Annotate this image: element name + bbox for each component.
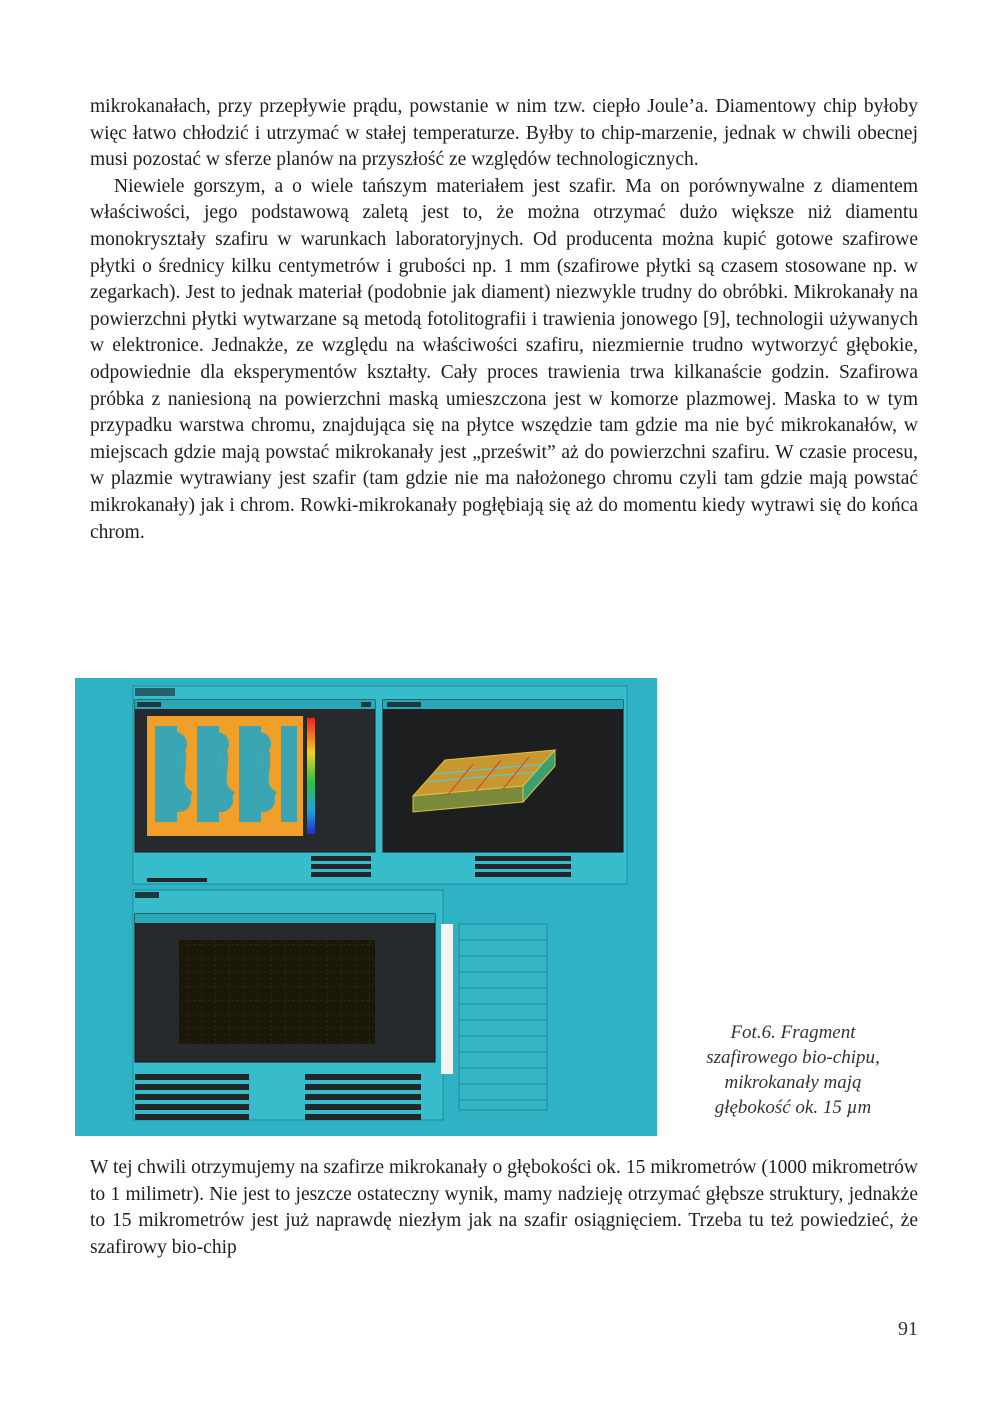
body-text-top bbox=[90, 94, 918, 546]
caption-line: głębokość ok. 15 µm bbox=[714, 1097, 872, 1118]
body-text-bottom bbox=[90, 1155, 918, 1261]
page-number: 91 bbox=[898, 1318, 918, 1340]
bio-chip-photo bbox=[75, 678, 657, 1136]
figure-caption bbox=[668, 1020, 918, 1120]
paragraph: mikrokanałach, przy przepływie prądu, powstanie w nim tzw. ciepło Joule’a. Diamentowy chip byłoby więc łatwo chłodzić i utrzymać w stałej temperaturze. Byłby to chip-marzenie, jednak w chwili obecnej musi pozostać w sferze planów na przyszłość ze względów technologicznych. bbox=[90, 96, 918, 171]
caption-line: mikrokanały mają bbox=[724, 1072, 862, 1093]
caption-line: Fot.6. Fragment bbox=[730, 1022, 856, 1043]
paragraph: Niewiele gorszym, a o wiele tańszym materiałem jest szafir. Ma on porównywalne z diamentem właściwości, jego podstawową zaletą jest to, że można otrzymać dużo większe niż diamentu monokryształy szafiru w warunkach laboratoryjnych. Od producenta można kupić gotowe szafirowe płytki o średnicy kilku centymetrów i grubości np. 1 mm (szafirowe płytki są czasem stosowane np. w zegarkach). Jest to jednak materiał (podobnie jak diament) niezwykle trudny do obróbki. Mikrokanały na powierzchni płytki wytwarzane są metodą fotolitografii i trawienia jonowego [9], technologii używanych w elektronice. Jednakże, ze względu na właściwości szafiru, niezmiernie trudno wytworzyć głębokie, odpowiednie dla eksperymentów kształty. Cały proces trawienia trwa kilkanaście godzin. Szafirowa próbka z naniesioną na powierzchni maską umieszczona jest w komorze plazmowej. Maska to w tym przypadku warstwa chromu, znajdująca się na płytce wszędzie tam gdzie ma nie być mikrokanałów, w miejscach gdzie mają powstać mikrokanały jest „prześwit” aż do powierzchni szafiru. W czasie procesu, w plazmie wytrawiany jest szafir (tam gdzie nie ma nałożonego chromu czyli tam gdzie mają powstać mikrokanały) jak i chrom. Rowki-mikrokanały pogłębiają się aż do momentu kiedy wytrawi się do końca chrom. bbox=[90, 175, 918, 543]
caption-line: szafirowego bio-chipu, bbox=[706, 1047, 880, 1068]
paragraph: W tej chwili otrzymujemy na szafirze mikrokanały o głębokości ok. 15 mikrometrów (1000 mikrometrów to 1 milimetr). Nie jest to jeszcze ostateczny wynik, mamy nadzieję otrzymać głębsze struktury, jednakże to 15 mikrometrów jest już naprawdę niezłym jak na szafir osiągnięciem. Trzeba tu też powiedzieć, że szafirowy bio-chip bbox=[90, 1157, 918, 1258]
